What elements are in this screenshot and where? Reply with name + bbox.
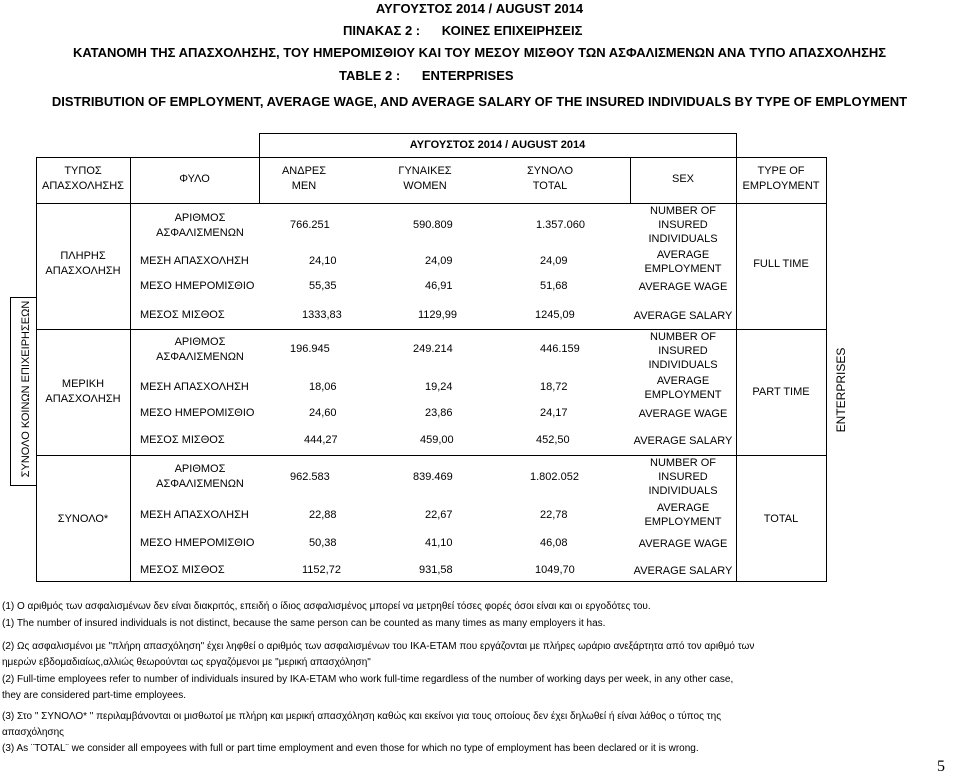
footnote: απασχόλησης <box>2 727 64 738</box>
side-label-en: ENTERPRISES <box>834 347 848 433</box>
value-women: 931,58 <box>419 564 453 576</box>
value-women: 839.469 <box>413 471 453 483</box>
footnote: ημερών εβδομαδιαίως,αλλιώς θεωρούνται ως εργαζόμενοι με "μερική απασχόληση" <box>2 657 371 668</box>
row-label: ΜΕΣΟ ΗΜΕΡΟΜΙΣΘΙΟ <box>140 537 255 549</box>
row-label-en: AVERAGE WAGE <box>638 408 728 420</box>
footnote: (3) Στο " ΣΥΝΟΛΟ* " περιλαμβάνονται οι μισθωτοί με πλήρη και μερική απασχόληση καθώς και εκείνοι για τους οποίους δεν έχει δηλωθεί ή είναι λάθος ο τύπος της <box>2 711 722 722</box>
value-women: 23,86 <box>425 407 453 419</box>
grid-line <box>736 133 737 157</box>
grid-line <box>36 581 827 582</box>
value-women: 19,24 <box>425 381 453 393</box>
row-label: ΜΕΣΟΣ ΜΙΣΘΟΣ <box>140 434 225 446</box>
side-label-gr: ΣΥΝΟΛΟ ΚΟΙΝΩΝ ΕΠΙΧΕΙΡΗΣΕΩΝ <box>20 300 32 478</box>
value-men: 1333,83 <box>302 309 342 321</box>
footnote: (3) As ¨TOTAL¨ we consider all empoyees with full or part time employment and even those for which no type of employment has been declared or it is wrong. <box>2 743 699 754</box>
value-women: 590.809 <box>413 219 453 231</box>
row-label-en: AVERAGE WAGE <box>638 281 728 293</box>
value-women: 22,67 <box>425 509 453 521</box>
value-women: 249.214 <box>413 343 453 355</box>
value-men: 22,88 <box>309 509 337 521</box>
type-label-full: ΠΛΗΡΗΣ ΑΠΑΣΧΟΛΗΣΗ <box>45 250 121 277</box>
grid-line <box>259 133 736 134</box>
value-men: 196.945 <box>290 343 330 355</box>
value-women: 46,91 <box>425 280 453 292</box>
row-label: ΜΕΣΟ ΗΜΕΡΟΜΙΣΘΙΟ <box>140 280 255 292</box>
table-title-gr: ΠΙΝΑΚΑΣ 2 : ΚΟΙΝΕΣ ΕΠΙΧΕΙΡΗΣΕΙΣ <box>343 23 583 38</box>
page-number: 5 <box>937 758 945 775</box>
value-men: 24,10 <box>309 255 337 267</box>
report-period-title: ΑΥΓΟΥΣΤΟΣ 2014 / AUGUST 2014 <box>375 1 584 16</box>
total-header: ΣΥΝΟΛΟ TOTAL <box>526 165 574 192</box>
value-women: 1129,99 <box>418 309 457 321</box>
value-total: 24,17 <box>540 407 568 419</box>
row-label: ΑΡΙΘΜΟΣ ΑΣΦΑΛΙΣΜΕΝΩΝ <box>156 212 244 239</box>
sex-header-gr: ΦΥΛΟ <box>179 173 210 185</box>
row-label: ΜΕΣΟΣ ΜΙΣΘΟΣ <box>140 564 225 576</box>
value-total: 24,09 <box>540 255 568 267</box>
value-total: 1.357.060 <box>536 219 585 231</box>
type-label-full-en: FULL TIME <box>753 258 809 270</box>
value-total: 46,08 <box>540 537 568 549</box>
table-subtitle-en: DISTRIBUTION OF EMPLOYMENT, AVERAGE WAGE, AND AVERAGE SALARY OF THE INSURED INDIVIDUALS BY TYPE OF EMPLOYMENT <box>51 94 908 109</box>
row-label-en: AVERAGE EMPLOYMENT <box>644 249 722 275</box>
value-men: 50,38 <box>309 537 337 549</box>
row-label-en: NUMBER OF INSURED INDIVIDUALS <box>648 205 718 245</box>
value-men: 18,06 <box>309 381 337 393</box>
value-total: 452,50 <box>536 434 570 446</box>
value-total: 1049,70 <box>535 564 575 576</box>
value-men: 24,60 <box>309 407 337 419</box>
value-men: 962.583 <box>290 471 330 483</box>
type-label-total-en: TOTAL <box>763 513 799 525</box>
men-header: ΑΝΔΡΕΣ MEN <box>281 165 327 192</box>
row-label: ΜΕΣΗ ΑΠΑΣΧΟΛΗΣΗ <box>140 509 249 521</box>
row-label-en: AVERAGE SALARY <box>633 435 733 447</box>
value-women: 459,00 <box>420 434 454 446</box>
row-label-en: AVERAGE SALARY <box>633 310 733 322</box>
row-label-en: AVERAGE SALARY <box>633 565 733 577</box>
row-label: ΜΕΣΗ ΑΠΑΣΧΟΛΗΣΗ <box>140 381 249 393</box>
table-subtitle-gr: ΚΑΤΑΝΟΜΗ ΤΗΣ ΑΠΑΣΧΟΛΗΣΗΣ, ΤΟΥ ΗΜΕΡΟΜΙΣΘΙΟΥ ΚΑΙ ΤΟΥ ΜΕΣΟΥ ΜΙΣΘΟΥ ΤΩΝ ΑΣΦΑΛΙΣΜΕΝΩΝ ΑΝΑ ΤΥΠΟ ΑΠΑΣΧΟΛΗΣΗΣ <box>72 45 887 60</box>
women-header: ΓΥΝΑΙΚΕΣ WOMEN <box>398 165 452 192</box>
grid-line <box>36 157 827 158</box>
value-women: 41,10 <box>425 537 453 549</box>
sex-header-en: SEX <box>671 173 694 185</box>
value-total: 1.802.052 <box>530 471 579 483</box>
row-label-en: NUMBER OF INSURED INDIVIDUALS <box>648 331 718 371</box>
grid-line <box>826 157 827 581</box>
footnote: they are considered part-time employees. <box>2 690 186 701</box>
type-label-part-en: PART TIME <box>752 386 810 398</box>
period-header: ΑΥΓΟΥΣΤΟΣ 2014 / AUGUST 2014 <box>409 139 586 151</box>
footnote: (2) Full-time employees refer to number of individuals insured by IKA-ETAM who work full-time regardless of the number of working days per week, in any other case, <box>2 674 734 685</box>
row-label: ΑΡΙΘΜΟΣ ΑΣΦΑΛΙΣΜΕΝΩΝ <box>156 336 244 363</box>
footnote: (1) The number of insured individuals is not distinct, because the same person can be counted as many times as many employers it has. <box>2 618 606 629</box>
value-total: 51,68 <box>540 280 568 292</box>
value-men: 1152,72 <box>302 564 341 576</box>
type-header-en: TYPE OF EMPLOYMENT <box>742 165 820 192</box>
row-label-en: AVERAGE WAGE <box>638 538 728 550</box>
value-women: 24,09 <box>425 255 453 267</box>
value-total: 18,72 <box>540 381 568 393</box>
row-label: ΜΕΣΟ ΗΜΕΡΟΜΙΣΘΙΟ <box>140 407 255 419</box>
row-label-en: NUMBER OF INSURED INDIVIDUALS <box>648 457 718 497</box>
grid-line <box>10 297 11 485</box>
row-label-en: AVERAGE EMPLOYMENT <box>644 502 722 528</box>
value-total: 446.159 <box>540 343 580 355</box>
value-total: 22,78 <box>540 509 568 521</box>
table-title-en: TABLE 2 : ENTERPRISES <box>339 68 514 83</box>
row-label: ΑΡΙΘΜΟΣ ΑΣΦΑΛΙΣΜΕΝΩΝ <box>156 463 244 490</box>
value-total: 1245,09 <box>535 309 575 321</box>
type-header-gr: ΤΥΠΟΣ ΑΠΑΣΧΟΛΗΣΗΣ <box>42 165 124 192</box>
row-label-en: AVERAGE EMPLOYMENT <box>644 375 722 401</box>
grid-line <box>130 157 131 581</box>
value-men: 55,35 <box>309 280 337 292</box>
row-label: ΜΕΣΗ ΑΠΑΣΧΟΛΗΣΗ <box>140 255 249 267</box>
footnote: (2) Ως ασφαλισμένοι με "πλήρη απασχόληση" έχει ληφθεί ο αριθμός των ασφαλισμένων του ΙΚΑ-ΕΤΑΜ που εργάζονται με πλήρες ωράριο ανεξάρτητα από τον αριθμό των <box>2 641 755 652</box>
type-label-part: ΜΕΡΙΚΗ ΑΠΑΣΧΟΛΗΣΗ <box>45 378 121 405</box>
footnote: (1) Ο αριθμός των ασφαλισμένων δεν είναι διακριτός, επειδή ο ίδιος ασφαλισμένος μπορεί να μετρηθεί τόσες φορές όσοι είναι και οι εργοδότες του. <box>2 601 651 612</box>
type-label-total: ΣΥΝΟΛΟ* <box>57 513 109 525</box>
row-label: ΜΕΣΟΣ ΜΙΣΘΟΣ <box>140 309 225 321</box>
value-men: 766.251 <box>290 219 330 231</box>
value-men: 444,27 <box>304 434 338 446</box>
